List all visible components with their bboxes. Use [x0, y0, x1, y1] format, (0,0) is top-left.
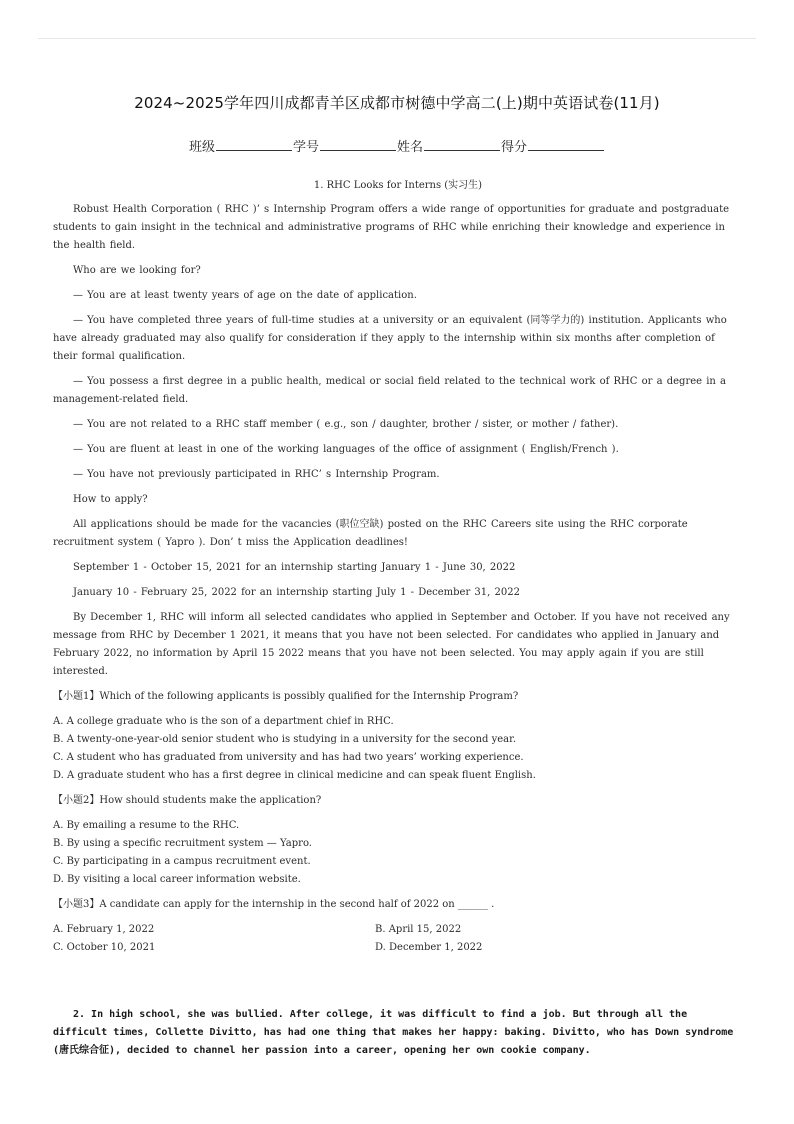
passage-paragraph: September 1 - October 15, 2021 for an internship starting January 1 - June 30, 2022 [73, 562, 516, 573]
answer-option[interactable]: B. By using a specific recruitment system — Yapro. [53, 838, 312, 849]
sub-question-1-options [53, 713, 743, 785]
class-label: 班级 [188, 140, 215, 155]
name-label: 姓名 [397, 140, 424, 155]
passage-paragraph: All applications should be made for the vacancies (职位空缺) posted on the RHC Careers site using the RHC corporate recruitment system ( Yapro ). Don’ t miss the Application deadlines! [53, 519, 688, 548]
passage-paragraph: Who are we looking for? [73, 265, 201, 276]
passage-paragraph: — You possess a first degree in a public health, medical or social field related to the technical work of RHC or a degree in a management-related field. [53, 376, 727, 405]
question-2-passage: 2. In high school, she was bullied. After college, it was difficult to find a job. But through all the difficult times, Collette Divitto, has had one thing that makes her happy: baking. Divitto, who has Down syndrome (唐氏综合征), decided to channel her passion into a career, opening her own cookie company. [53, 1009, 734, 1056]
answer-option[interactable]: A. By emailing a resume to the RHC. [53, 820, 240, 831]
sub-question-1-stem: 【小题1】Which of the following applicants is possibly qualified for the Internship Program? [53, 691, 519, 702]
question-1-title: 1. RHC Looks for Interns (实习生) [313, 180, 483, 191]
answer-option[interactable]: C. By participating in a campus recruitment event. [53, 856, 311, 867]
answer-option[interactable]: A. February 1, 2022 [53, 924, 155, 935]
passage-paragraph: — You are not related to a RHC staff member ( e.g., son / daughter, brother / sister, or mother / father). [73, 419, 619, 430]
question-1 [53, 177, 743, 964]
sub-question-2-stem: 【小题2】How should students make the application? [53, 795, 322, 806]
answer-option[interactable]: D. By visiting a local career information website. [53, 874, 301, 885]
student-info-line [0, 136, 794, 155]
passage-paragraph: — You are fluent at least in one of the working languages of the office of assignment ( English/French ). [73, 444, 619, 455]
class-field [189, 136, 293, 155]
sub-question-3-options [53, 921, 743, 957]
answer-option[interactable]: B. A twenty-one-year-old senior student who is studying in a university for the second year. [53, 734, 516, 745]
passage-paragraph: How to apply? [73, 494, 148, 505]
passage-paragraph: — You are at least twenty years of age on the date of application. [73, 290, 417, 301]
passage-paragraph: — You have completed three years of full-time studies at a university or an equivalent (同等学力的) institution. Applicants who have already graduated may also qualify for consideration if they apply to the internship within six months after completion of their formal qualification. [53, 315, 727, 362]
passage-paragraph: By December 1, RHC will inform all selected candidates who applied in September and October. If you have not received any message from RHC by December 1 2021, it means that you have not been selected. For candidates who applied in January and February 2022, no information by April 15 2022 means that you have not been selected. You may apply again if you are still interested. [53, 612, 730, 677]
student-id-field [293, 136, 397, 155]
name-blank[interactable] [424, 136, 500, 151]
page-title: 2024~2025学年四川成都青羊区成都市树德中学高二(上)期中英语试卷(11月) [134, 94, 660, 112]
top-divider [38, 38, 756, 39]
name-field [397, 136, 501, 155]
answer-option[interactable]: B. April 15, 2022 [375, 924, 462, 935]
answer-option[interactable]: D. A graduate student who has a first degree in clinical medicine and can speak fluent English. [53, 770, 536, 781]
passage-paragraph: January 10 - February 25, 2022 for an internship starting July 1 - December 31, 2022 [73, 587, 520, 598]
class-blank[interactable] [216, 136, 292, 151]
answer-option[interactable]: C. A student who has graduated from university and has had two years’ working experience. [53, 752, 524, 763]
answer-option[interactable]: A. A college graduate who is the son of a department chief in RHC. [53, 716, 394, 727]
answer-option[interactable]: D. December 1, 2022 [375, 942, 483, 953]
passage-paragraph: Robust Health Corporation ( RHC )’ s Internship Program offers a wide range of opportunities for graduate and postgraduate students to gain insight in the technical and administrative programs of RHC while enriching their knowledge and experience in the health field. [53, 204, 730, 251]
sub-question-3-stem: 【小题3】A candidate can apply for the internship in the second half of 2022 on ______ . [53, 899, 495, 910]
score-blank[interactable] [528, 136, 604, 151]
student-id-label: 学号 [292, 140, 319, 155]
answer-option[interactable]: C. October 10, 2021 [53, 942, 156, 953]
student-id-blank[interactable] [320, 136, 396, 151]
sub-question-2-options [53, 817, 743, 889]
score-field [501, 136, 605, 155]
score-label: 得分 [501, 140, 528, 155]
passage-paragraph: — You have not previously participated in RHC’ s Internship Program. [73, 469, 440, 480]
